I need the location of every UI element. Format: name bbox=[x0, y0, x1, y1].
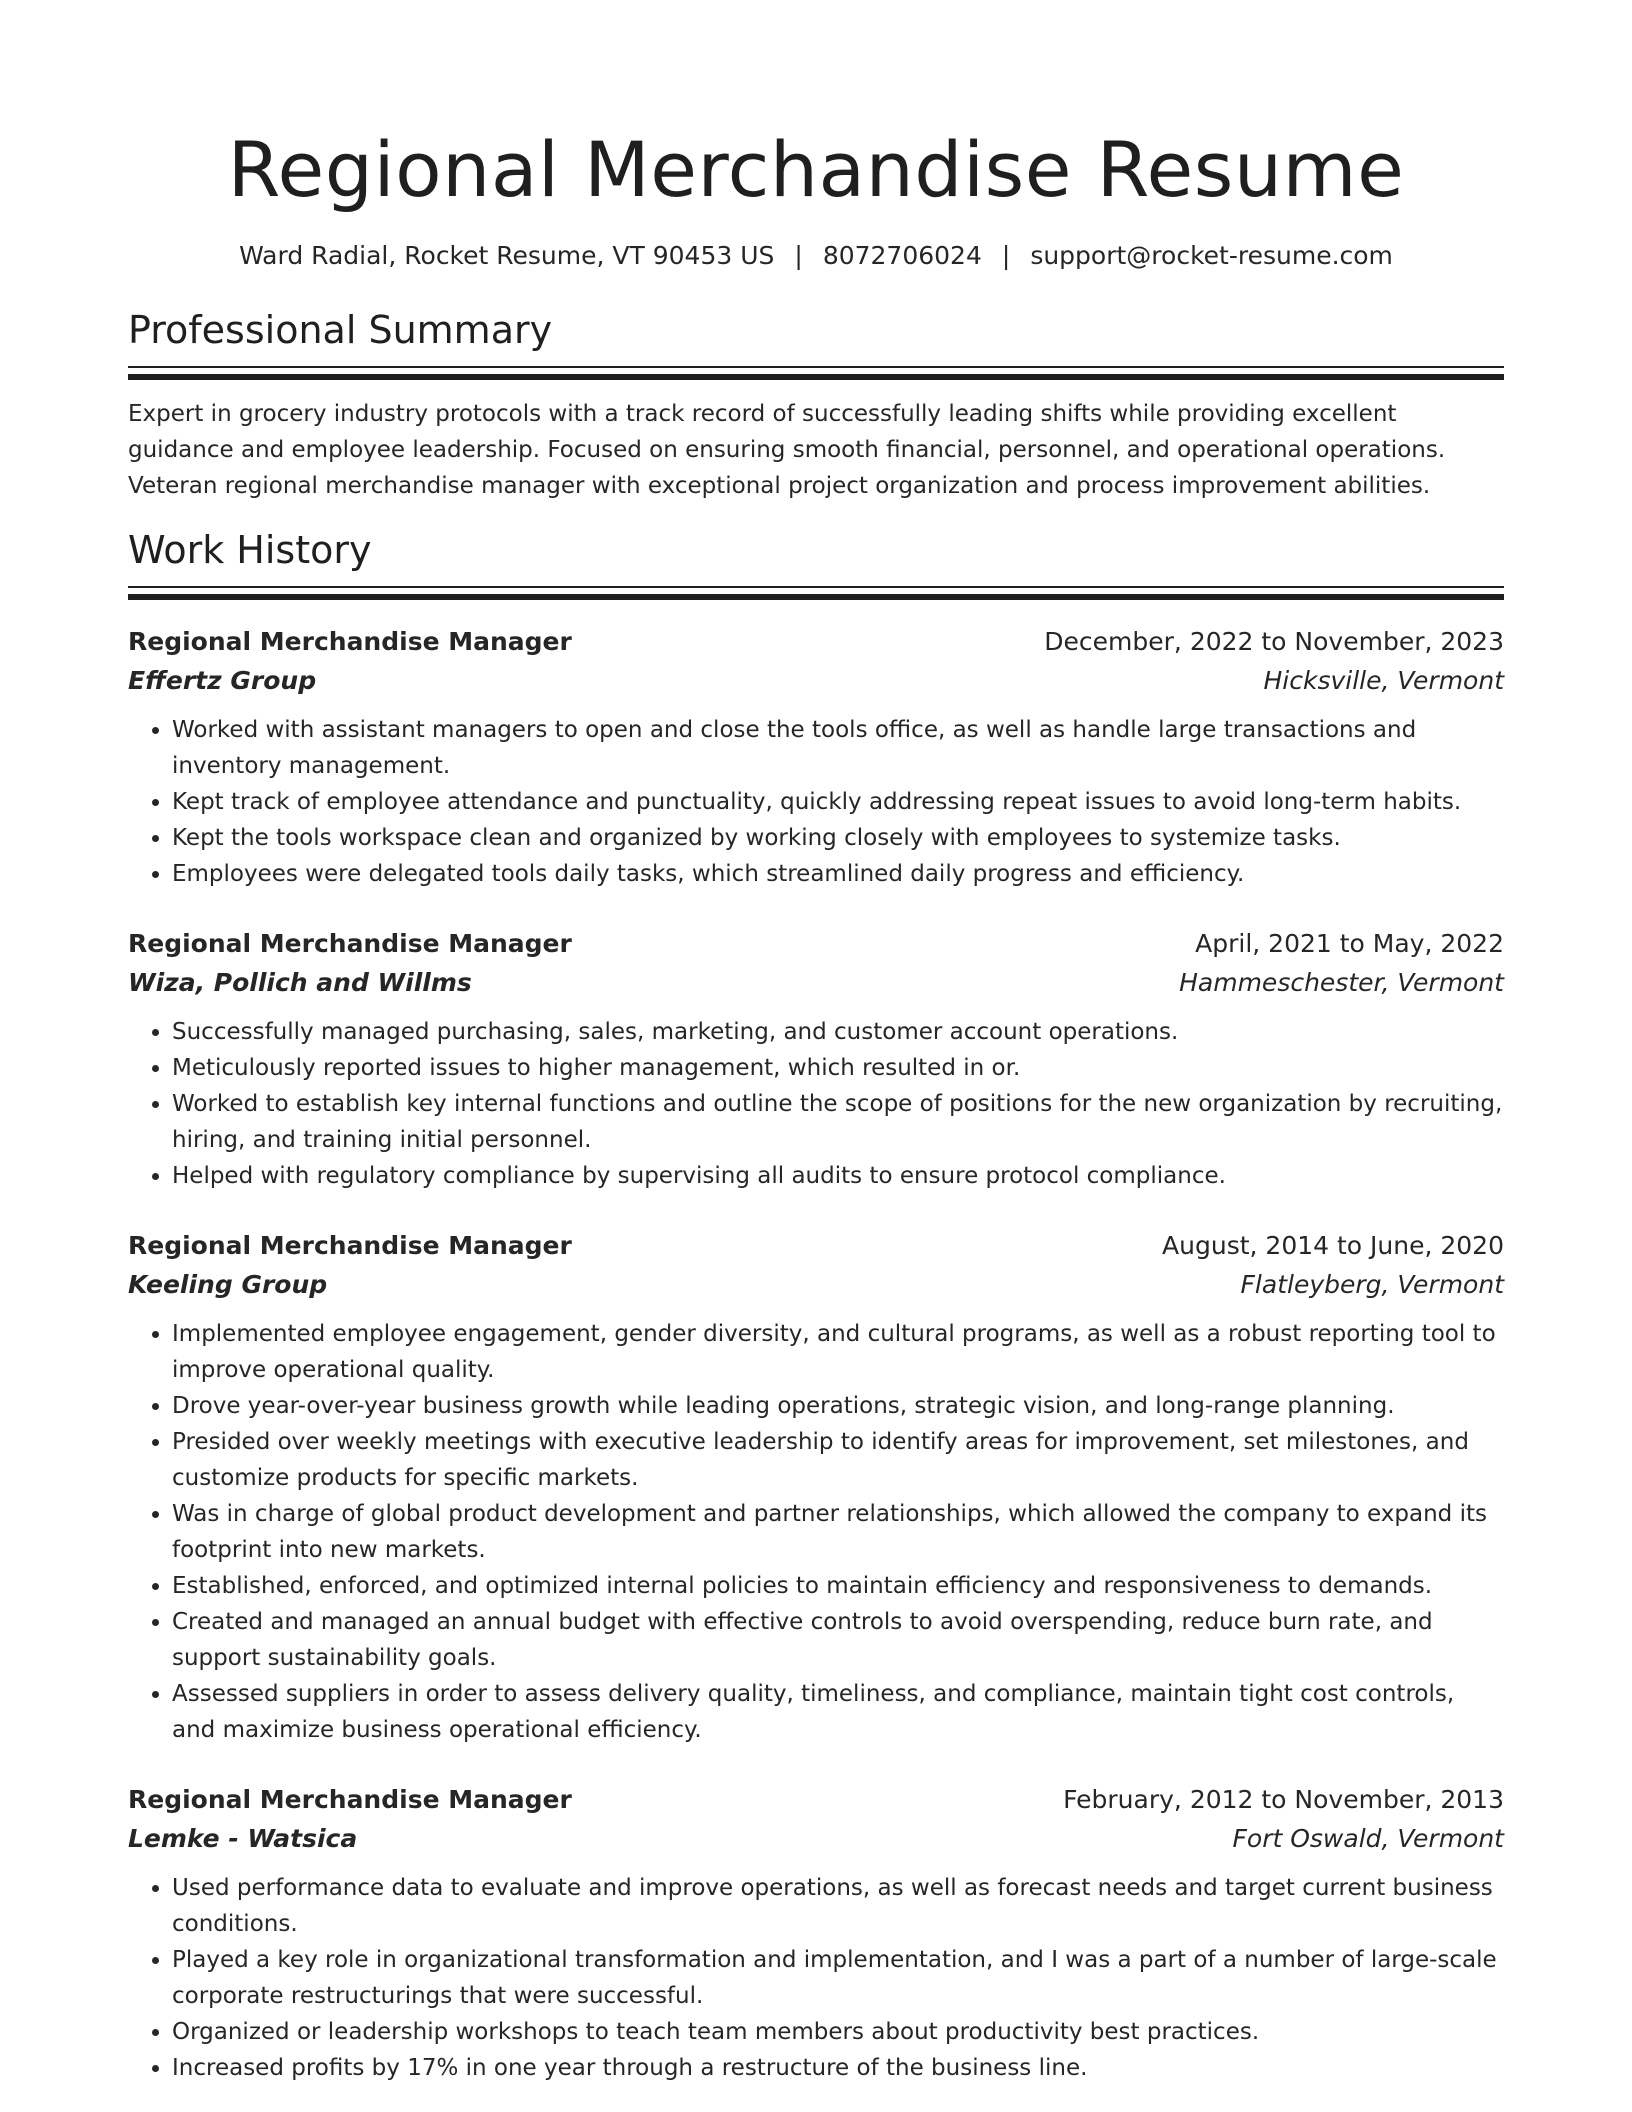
section-title-work-history: Work History bbox=[128, 528, 372, 572]
contact-phone: 8072706024 bbox=[822, 241, 982, 270]
job-bullet: • Worked with assistant managers to open and close the tools office, as well as handle large transactions and inventory management. bbox=[172, 712, 1504, 784]
job-bullet: • Meticulously reported issues to higher management, which resulted in or. bbox=[172, 1050, 1504, 1086]
section-divider bbox=[128, 586, 1504, 600]
job-bullet: • Organized or leadership workshops to teach team members about productivity best practices. bbox=[172, 2014, 1504, 2050]
job-location: Flatleyberg, Vermont bbox=[1240, 1270, 1504, 1299]
job-entry bbox=[128, 1780, 1504, 2086]
job-bullet: • Used performance data to evaluate and improve operations, as well as forecast needs and target current business conditions. bbox=[172, 1870, 1504, 1942]
job-entry bbox=[128, 924, 1504, 1194]
job-bullet: • Increased profits by 17% in one year through a restructure of the business line. bbox=[172, 2050, 1504, 2086]
job-dates: August, 2014 to June, 2020 bbox=[1162, 1231, 1504, 1260]
job-bullet-list bbox=[128, 1316, 1504, 1748]
job-company-row bbox=[128, 1819, 1504, 1858]
section-divider bbox=[128, 366, 1504, 380]
contact-separator: | bbox=[794, 241, 803, 270]
job-company: Keeling Group bbox=[128, 1270, 328, 1299]
job-bullet: • Employees were delegated tools daily tasks, which streamlined daily progress and efficiency. bbox=[172, 856, 1504, 892]
job-bullet: • Established, enforced, and optimized internal policies to maintain efficiency and responsiveness to demands. bbox=[172, 1568, 1504, 1604]
job-bullet-list bbox=[128, 1014, 1504, 1194]
job-bullet: • Implemented employee engagement, gender diversity, and cultural programs, as well as a robust reporting tool to improve operational quality. bbox=[172, 1316, 1504, 1388]
job-bullet-list bbox=[128, 1870, 1504, 2086]
job-entry bbox=[128, 1226, 1504, 1748]
job-location: Hammeschester, Vermont bbox=[1179, 968, 1504, 997]
job-list bbox=[128, 622, 1504, 2086]
contact-separator: | bbox=[1001, 241, 1011, 270]
job-bullet-list bbox=[128, 712, 1504, 892]
job-dates: February, 2012 to November, 2013 bbox=[1063, 1785, 1504, 1814]
job-location: Hicksville, Vermont bbox=[1263, 666, 1504, 695]
job-bullet: • Kept track of employee attendance and punctuality, quickly addressing repeat issues to avoid long-term habits. bbox=[172, 784, 1504, 820]
job-bullet: • Kept the tools workspace clean and organized by working closely with employees to systemize tasks. bbox=[172, 820, 1504, 856]
job-company-row bbox=[128, 963, 1504, 1002]
job-company-row bbox=[128, 1265, 1504, 1304]
job-bullet: • Helped with regulatory compliance by supervising all audits to ensure protocol compliance. bbox=[172, 1158, 1504, 1194]
resume-name: Regional Merchandise Resume bbox=[227, 125, 1405, 214]
job-bullet: • Was in charge of global product development and partner relationships, which allowed the company to expand its footprint into new markets. bbox=[172, 1496, 1504, 1568]
job-header-row bbox=[128, 622, 1504, 661]
job-company: Effertz Group bbox=[128, 666, 317, 695]
job-company-row bbox=[128, 661, 1504, 700]
job-company: Lemke - Watsica bbox=[128, 1824, 358, 1853]
work-history-section bbox=[128, 526, 1504, 2086]
contact-line bbox=[128, 240, 1504, 272]
job-dates: April, 2021 to May, 2022 bbox=[1195, 929, 1504, 958]
contact-email[interactable]: support@rocket-resume.com bbox=[1030, 241, 1393, 270]
job-header-row bbox=[128, 1226, 1504, 1265]
resume-page bbox=[128, 0, 1504, 2086]
job-title: Regional Merchandise Manager bbox=[128, 627, 572, 656]
job-bullet: • Worked to establish key internal functions and outline the scope of positions for the new organization by recruiting, hiring, and training initial personnel. bbox=[172, 1086, 1504, 1158]
job-dates: December, 2022 to November, 2023 bbox=[1044, 627, 1504, 656]
summary-text: Expert in grocery industry protocols with a track record of successfully leading shifts while providing excellent guidance and employee leadership. Focused on ensuring smooth financial, personnel, and operational operations. Veteran regional merchandise manager with exceptional project organization and process improvement abilities. bbox=[128, 401, 1446, 499]
job-location: Fort Oswald, Vermont bbox=[1232, 1824, 1504, 1853]
job-bullet: • Successfully managed purchasing, sales, marketing, and customer account operations. bbox=[172, 1014, 1504, 1050]
section-title-summary: Professional Summary bbox=[128, 308, 553, 352]
job-title: Regional Merchandise Manager bbox=[128, 1231, 572, 1260]
job-bullet: • Assessed suppliers in order to assess delivery quality, timeliness, and compliance, maintain tight cost controls, and maximize business operational efficiency. bbox=[172, 1676, 1504, 1748]
job-bullet: • Created and managed an annual budget with effective controls to avoid overspending, reduce burn rate, and support sustainability goals. bbox=[172, 1604, 1504, 1676]
job-bullet: • Drove year-over-year business growth while leading operations, strategic vision, and long-range planning. bbox=[172, 1388, 1504, 1424]
job-bullet: • Played a key role in organizational transformation and implementation, and I was a part of a number of large-scale corporate restructurings that were successful. bbox=[172, 1942, 1504, 2014]
job-bullet: • Presided over weekly meetings with executive leadership to identify areas for improvement, set milestones, and customize products for specific markets. bbox=[172, 1424, 1504, 1496]
job-title: Regional Merchandise Manager bbox=[128, 929, 572, 958]
job-title: Regional Merchandise Manager bbox=[128, 1785, 572, 1814]
job-entry bbox=[128, 622, 1504, 892]
job-header-row bbox=[128, 924, 1504, 963]
professional-summary-section bbox=[128, 306, 1504, 504]
job-header-row bbox=[128, 1780, 1504, 1819]
job-company: Wiza, Pollich and Willms bbox=[128, 968, 472, 997]
contact-address: Ward Radial, Rocket Resume, VT 90453 US bbox=[239, 241, 775, 270]
